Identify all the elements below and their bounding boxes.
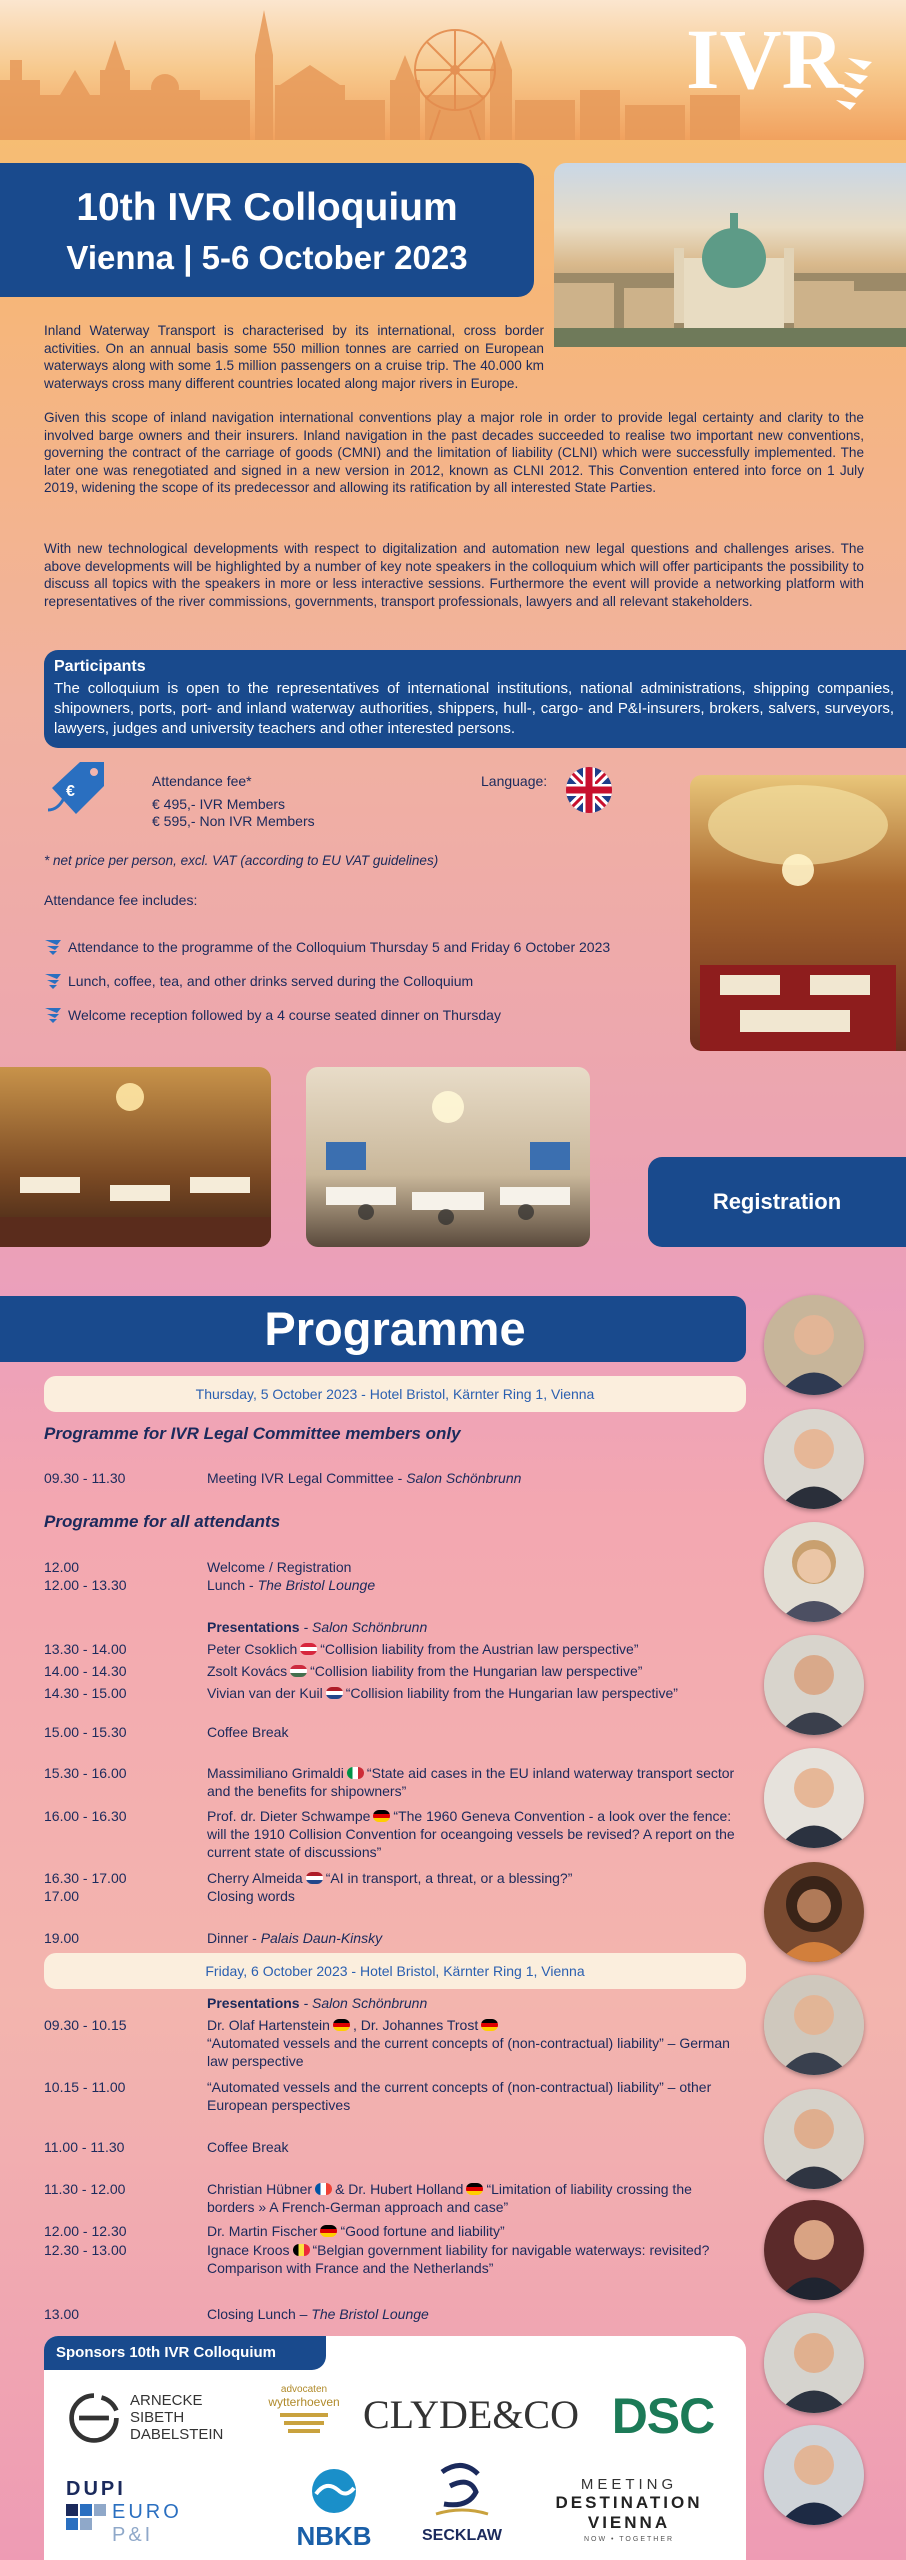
speaker-photo	[764, 2425, 864, 2525]
programme-time: 14.30 - 15.00	[44, 1685, 127, 1701]
ivr-bullet-icon	[44, 1006, 62, 1024]
programme-time: 15.30 - 16.00	[44, 1765, 127, 1781]
vienna-skyline-illustration	[0, 0, 740, 140]
programme-item-text: Welcome / Registration	[207, 1559, 352, 1575]
belgium-flag-icon	[293, 2244, 310, 2256]
day2-date-bar: Friday, 6 October 2023 - Hotel Bristol, Kärnter Ring 1, Vienna	[44, 1953, 746, 1989]
sponsor-name-line: SIBETH	[130, 2409, 185, 2426]
programme-time: 14.00 - 14.30	[44, 1663, 127, 1679]
programme-heading-bar	[0, 1296, 50, 1362]
programme-time: 12.30 - 13.00	[44, 2242, 127, 2258]
ballroom-photo	[690, 775, 906, 1051]
austria-flag-icon	[300, 1643, 317, 1655]
speaker-photo	[764, 1975, 864, 2075]
speaker-name: Ignace Kroos	[207, 2242, 290, 2258]
sponsor-name-line: DUPI	[66, 2478, 126, 2500]
sponsor-clyde-logo: CLYDE&CO	[363, 2392, 579, 2437]
event-title-box	[0, 163, 534, 297]
room-name: - Salon Schönbrunn	[299, 1619, 428, 1635]
sponsor-wytterhoeven-logo	[262, 2384, 346, 2450]
room-name: The Bristol Lounge	[311, 2306, 429, 2322]
programme-time: 10.15 - 11.00	[44, 2079, 126, 2095]
programme-heading: Programme	[44, 1296, 746, 1362]
speaker-name: Prof. dr. Dieter Schwampe	[207, 1808, 371, 1824]
programme-item	[207, 2305, 752, 2323]
programme-time: 13.00	[44, 2306, 80, 2322]
talk-title: “Collision liability from the Hungarian law perspective”	[345, 1685, 678, 1701]
programme-time: 16.00 - 16.30	[44, 1808, 127, 1824]
programme-item: Dr. Olaf Hartenstein , Dr. Johannes Trost “Automated vessels and the current concepts of (non-contractual) liability” – German law perspective	[207, 2017, 730, 2069]
germany-flag-icon	[481, 2019, 498, 2031]
uk-flag-icon	[566, 767, 612, 813]
programme-item	[207, 1764, 752, 1800]
sponsor-name-line: ARNECKE	[130, 2392, 203, 2409]
programme-time: 11.30 - 12.00	[44, 2181, 126, 2197]
sponsor-name: SECKLAW	[422, 2527, 502, 2544]
talk-title: “State aid cases in the EU inland waterway transport sector and the benefits for shipowners”	[207, 1765, 735, 1799]
sponsor-name-line: advocaten	[280, 2384, 328, 2395]
sponsor-arnecke-logo	[66, 2390, 246, 2446]
speaker-name: Christian Hübner	[207, 2181, 313, 2197]
talk-title: “Collision liability from the Hungarian law perspective”	[310, 1663, 643, 1679]
fee-non-members: € 595,- Non IVR Members	[152, 813, 315, 829]
speaker-name: Vivian van der Kuil	[207, 1685, 323, 1701]
ivr-bullet-icon	[44, 938, 62, 956]
ivr-logo	[686, 8, 876, 128]
talk-title: “Limitation of liability crossing the	[486, 2181, 692, 2197]
netherlands-flag-icon	[326, 1687, 343, 1699]
restaurant-photo	[0, 1067, 271, 1247]
intro-paragraph-2: Given this scope of inland navigation international conventions play a major role in order to provide legal certainty and clarity to the involved barge owners and their insurers. Inland navigation in the past decades succeeded to realise two important new conventions, governing the contract of the carriage of goods (CMNI) and the limitation of liability (CLNI) which were successfully implemented. The later one was renegotiated and signed in a new version in 2012, known as CLNI 2012. This Convention entered into force on 1 July 2019, widening the scope of its predecessor and allowing its ratification by all interested State Parties.	[44, 410, 864, 495]
programme-item	[207, 1807, 752, 1861]
speaker-name: & Dr. Hubert Holland	[335, 2181, 464, 2197]
speaker-photo	[764, 2200, 864, 2300]
speaker-name: Zsolt Kovács	[207, 1663, 288, 1679]
speaker-name: Peter Csoklich	[207, 1641, 298, 1657]
registration-button[interactable]: Registration	[648, 1157, 906, 1247]
speaker-photo	[764, 2089, 864, 2189]
talk-title: “The 1960 Geneva Convention - a look over the fence: will the 1910 Collision Convention for oceangoing vessels be revised? A report on the current state of discussions”	[207, 1808, 735, 1860]
presentations-heading	[207, 1994, 752, 2012]
svg-text:IVR: IVR	[686, 11, 844, 107]
dupi-squares-icon	[66, 2504, 106, 2544]
programme-time: 19.00	[44, 1930, 80, 1946]
speaker-photo	[764, 1635, 864, 1735]
france-flag-icon	[315, 2183, 332, 2195]
programme-time: 17.00	[44, 1888, 80, 1904]
room-name: - Salon Schönbrunn	[299, 1995, 428, 2011]
room-name: The Bristol Lounge	[257, 1577, 376, 1593]
programme-item	[207, 2241, 767, 2277]
programme-item-text: Coffee Break	[207, 1724, 289, 1740]
presentations-label: Presentations	[207, 1995, 300, 2011]
wytterhoeven-bars-icon	[262, 2409, 346, 2439]
talk-title: “Automated vessels and the current concepts of (non-contractual) liability” – other European perspectives	[207, 2079, 712, 2113]
germany-flag-icon	[320, 2225, 337, 2237]
speaker-name: Dr. Olaf Hartenstein	[207, 2017, 330, 2033]
include-item-text: Attendance to the programme of the Colloquium Thursday 5 and Friday 6 October 2023	[68, 939, 611, 955]
arnecke-emblem-icon	[66, 2390, 122, 2446]
hungary-flag-icon	[290, 1665, 307, 1677]
programme-item	[207, 1576, 752, 1594]
participants-box	[44, 650, 906, 748]
programme-item	[207, 1662, 752, 1680]
price-tag-icon	[44, 758, 110, 820]
programme-time: 16.30 - 17.00	[44, 1870, 127, 1886]
event-location-date: Vienna | 5-6 October 2023	[66, 239, 468, 276]
sponsor-name-line: DABELSTEIN	[130, 2426, 224, 2443]
germany-flag-icon	[333, 2019, 350, 2031]
language-label: Language:	[481, 773, 548, 789]
ivr-bullet-icon	[44, 972, 62, 990]
all-attendants-heading: Programme for all attendants	[44, 1512, 281, 1531]
programme-time: 12.00	[44, 1559, 80, 1575]
svg-text:€: €	[66, 783, 75, 800]
legal-committee-heading: Programme for IVR Legal Committee members only	[44, 1424, 461, 1443]
fee-label: Attendance fee*	[152, 773, 252, 789]
fee-includes-label: Attendance fee includes:	[44, 892, 198, 908]
participants-text: The colloquium is open to the representatives of international institutions, national administrations, shipping companies, shipowners, ports, port- and inland waterway authorities, shippers, hull-, cargo- and P&I-insurers, brokers, salvers, surveyors, lawyers, judges and university teachers and other interested persons.	[54, 680, 894, 737]
speaker-photo	[764, 1409, 864, 1509]
fee-note: * net price per person, excl. VAT (according to EU VAT guidelines)	[44, 853, 439, 868]
nbkb-wave-icon	[288, 2466, 380, 2516]
speaker-photo	[764, 1748, 864, 1848]
speaker-photo	[764, 1522, 864, 1622]
programme-item-text: Lunch -	[207, 1577, 258, 1593]
sponsors-heading: Sponsors 10th IVR Colloquium	[44, 2336, 326, 2370]
programme-time: 15.00 - 15.30	[44, 1724, 127, 1740]
talk-title: “Belgian government liability for navigable waterways: revisited?	[312, 2242, 710, 2258]
sponsor-secklaw-logo	[406, 2462, 518, 2554]
italy-flag-icon	[347, 1767, 364, 1779]
talk-title: “Automated vessels and the current concepts of (non-contractual) liability” – German law perspective	[207, 2035, 730, 2069]
programme-time: 12.00 - 12.30	[44, 2223, 127, 2239]
include-item-text: Welcome reception followed by a 4 course seated dinner on Thursday	[68, 1007, 501, 1023]
netherlands-flag-icon	[306, 1872, 323, 1884]
programme-item	[207, 2222, 752, 2240]
programme-item	[207, 1640, 752, 1658]
talk-title: Comparison with France and the Netherlands”	[207, 2260, 494, 2276]
presentations-label: Presentations	[207, 1619, 300, 1635]
participants-heading: Participants	[54, 658, 146, 675]
room-name: Salon Schönbrunn	[406, 1470, 522, 1486]
sponsor-name: NBKB	[296, 2521, 372, 2551]
programme-time: 12.00 - 13.30	[44, 1577, 127, 1593]
sponsor-meeting-destination-logo	[534, 2476, 724, 2556]
vienna-city-photo	[554, 163, 906, 347]
sponsor-name-line: DESTINATION	[555, 2493, 703, 2512]
include-item-text: Lunch, coffee, tea, and other drinks served during the Colloquium	[68, 973, 474, 989]
sponsor-nbkb-logo	[288, 2466, 380, 2552]
programme-item-text: Meeting IVR Legal Committee -	[207, 1470, 407, 1486]
speaker-photo	[764, 2313, 864, 2413]
programme-item-text: Coffee Break	[207, 2139, 289, 2155]
intro-paragraph-3: With new technological developments with respect to digitalization and automation new legal questions and challenges arises. The above developments will be highlighted by a number of key note speakers in the colloquium which will offer participants the possibility to discuss all topics with the speakers in more or less interactive sessions. Furthermore the event will provide a networking platform with representatives of the river commissions, governments, transport professionals, lawyers and all relevant stakeholders.	[44, 541, 864, 609]
programme-item	[207, 2180, 767, 2216]
talk-title: “Collision liability from the Austrian law perspective”	[320, 1641, 639, 1657]
programme-time: 09.30 - 11.30	[44, 1470, 126, 1486]
day1-date-bar: Thursday, 5 October 2023 - Hotel Bristol, Kärnter Ring 1, Vienna	[44, 1376, 746, 1412]
germany-flag-icon	[373, 1810, 390, 1822]
talk-title: borders » A French-German approach and case”	[207, 2199, 509, 2215]
sponsor-name-line: P&I	[112, 2524, 154, 2546]
intro-paragraph-1: Inland Waterway Transport is characterised by its international, cross border activities. On an annual basis some 550 million tonnes are carried on European waterways along with some 1.5 million passengers on a cruise trip. The 40.000 km waterways cross many different countries located along major rivers in Europe.	[44, 323, 544, 391]
sponsor-name-line: EURO	[112, 2501, 182, 2523]
sponsor-name-line: VIENNA	[587, 2513, 671, 2532]
sponsor-dsc-logo: DSC	[611, 2388, 715, 2444]
programme-time: 13.30 - 14.00	[44, 1641, 127, 1657]
header-banner	[0, 0, 906, 140]
secklaw-emblem-icon	[406, 2462, 518, 2522]
sponsor-name-line: MEETING	[580, 2476, 678, 2493]
speaker-name: Massimiliano Grimaldi	[207, 1765, 344, 1781]
sponsor-tagline: NOW • TOGETHER	[583, 2536, 675, 2543]
event-title: 10th IVR Colloquium	[76, 186, 458, 229]
speaker-photo	[764, 1295, 864, 1395]
venue-name: Palais Daun-Kinsky	[260, 1930, 383, 1946]
germany-flag-icon	[466, 2183, 483, 2195]
talk-title: “Good fortune and liability”	[340, 2223, 505, 2239]
sponsor-name-line: wytterhoeven	[268, 2395, 340, 2409]
speaker-photo	[764, 1862, 864, 1962]
speaker-name: Dr. Martin Fischer	[207, 2223, 318, 2239]
programme-time: 11.00 - 11.30	[44, 2139, 125, 2155]
fee-members: € 495,- IVR Members	[152, 796, 286, 812]
presentations-heading	[207, 1618, 752, 1636]
speaker-name: Dr. Johannes Trost	[360, 2017, 479, 2033]
programme-time: 09.30 - 10.15	[44, 2017, 127, 2033]
programme-item-text: Dinner -	[207, 1930, 261, 1946]
speaker-name: Cherry Almeida	[207, 1870, 303, 1886]
talk-title: “AI in transport, a threat, or a blessing?”	[325, 1870, 573, 1886]
programme-item	[207, 1869, 752, 1887]
programme-item-text: Closing Lunch –	[207, 2306, 312, 2322]
programme-item	[207, 1684, 752, 1702]
programme-item	[207, 1469, 752, 1487]
conference-room-photo	[306, 1067, 590, 1247]
sponsor-dupi-logo	[66, 2478, 236, 2544]
programme-item	[207, 1929, 752, 1947]
programme-item-text: Closing words	[207, 1888, 295, 1904]
